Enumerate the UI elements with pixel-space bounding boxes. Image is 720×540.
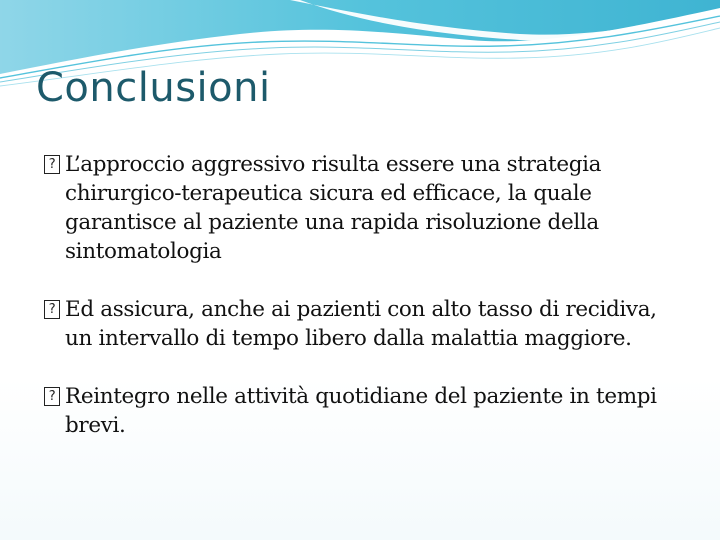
bullet-item bbox=[44, 150, 684, 266]
bullet-list bbox=[44, 150, 684, 440]
bullet-item bbox=[44, 382, 684, 440]
bullet-item bbox=[44, 295, 684, 353]
missing-glyph-icon: ? bbox=[44, 387, 60, 406]
missing-glyph-icon: ? bbox=[44, 300, 60, 319]
missing-glyph-icon: ? bbox=[44, 155, 60, 174]
bullet-text: L’approccio aggressivo risulta essere una strategia chirurgico-terapeutica sicura ed efficace, la quale garantisce al paziente una rapida risoluzione della sintomatologia bbox=[65, 152, 602, 264]
bullet-text: Reintegro nelle attività quotidiane del paziente in tempi brevi. bbox=[65, 384, 657, 438]
bullet-text: Ed assicura, anche ai pazienti con alto tasso di recidiva, un intervallo di tempo libero dalla malattia maggiore. bbox=[65, 297, 657, 351]
slide-title: Conclusioni bbox=[36, 65, 271, 111]
